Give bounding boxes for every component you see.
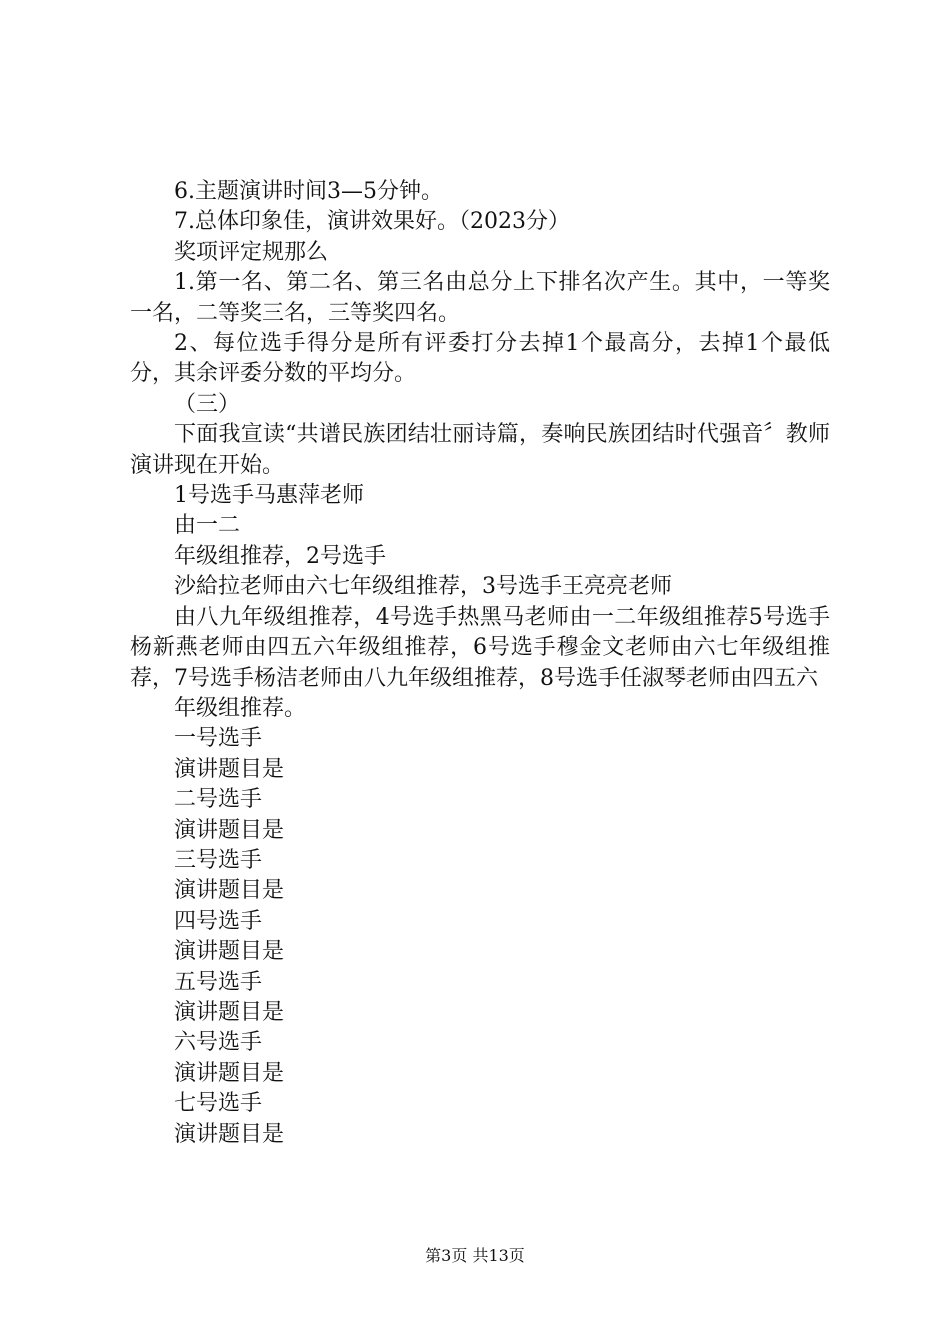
list-item: 演讲题目是 (174, 878, 285, 904)
paragraph: 年级组推荐。 (174, 695, 307, 721)
paragraph: 2、每位选手得分是所有评委打分去掉1个最高分，去掉1个最低分，其余评委分数的平均分。 (130, 331, 830, 387)
list-item: 演讲题目是 (174, 1060, 285, 1086)
list-item: 四号选手 (174, 908, 263, 934)
list-item: 演讲题目是 (174, 817, 285, 843)
list-item: 二号选手 (174, 787, 263, 813)
section-heading: 奖项评定规那么 (174, 239, 329, 265)
page-footer (0, 1243, 950, 1266)
document-body (130, 177, 830, 1150)
list-item: 三号选手 (174, 847, 263, 873)
paragraph: 沙給拉老师由六七年级组推荐，3号选手王亮亮老师 (174, 574, 672, 600)
list-item: 七号选手 (174, 1091, 263, 1117)
paragraph: 1.第一名、第二名、第三名由总分上下排名次产生。其中，一等奖一名，二等奖三名，三等奖四名。 (130, 270, 830, 326)
paragraph: 由一二 (174, 513, 241, 539)
list-item: 演讲题目是 (174, 999, 285, 1025)
list-item: 六号选手 (174, 1030, 263, 1056)
paragraph: 下面我宣读“共谱民族团结壮丽诗篇，奏响民族团结时代强音〞教师演讲现在开始。 (130, 422, 830, 478)
list-item: 演讲题目是 (174, 756, 285, 782)
paragraph: 6.主题演讲时间3—5分钟。 (174, 179, 443, 204)
section-heading: （三） (174, 391, 241, 417)
paragraph: 7.总体印象佳，演讲效果好。（2023分） (174, 209, 570, 235)
paragraph: 1号选手马惠萍老师 (174, 483, 364, 509)
page-number: 第3页 共13页 (425, 1246, 525, 1265)
paragraph: 年级组推荐，2号选手 (174, 543, 386, 569)
paragraph: 由八九年级组推荐，4号选手热黑马老师由一二年级组推荐5号选手杨新燕老师由四五六年级组推荐，6号选手穆金文老师由六七年级组推荐，7号选手杨洁老师由八九年级组推荐，8号选手任淑琴老师由四五六 (130, 604, 830, 691)
list-item: 五号选手 (174, 969, 263, 995)
list-item: 演讲题目是 (174, 939, 285, 965)
list-item: 一号选手 (174, 726, 263, 752)
list-item: 演讲题目是 (174, 1121, 285, 1147)
